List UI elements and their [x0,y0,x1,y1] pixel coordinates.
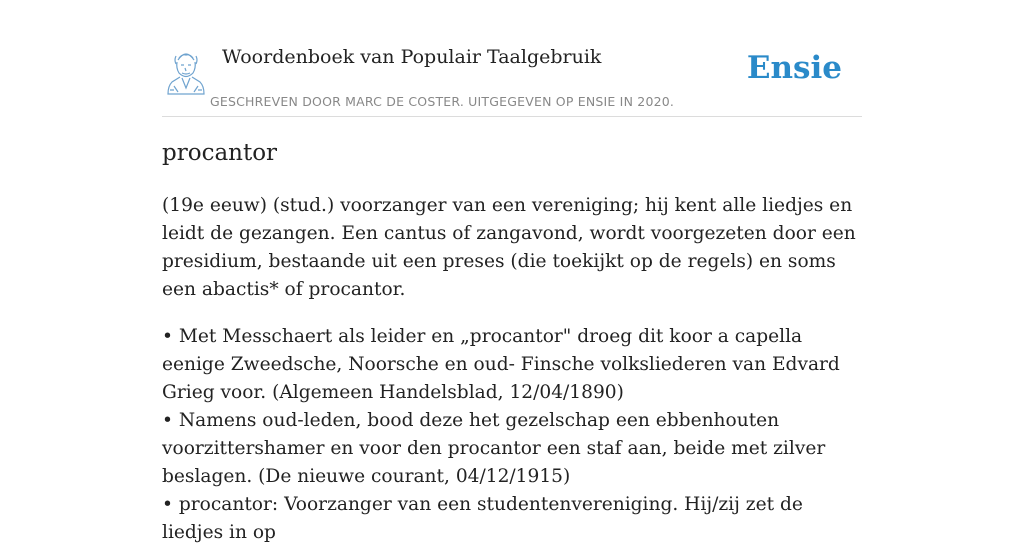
author-byline: GESCHREVEN DOOR MARC DE COSTER. UITGEGEVEN OP ENSIE IN 2020. [210,94,675,109]
entry-examples [162,323,862,547]
page-header [162,40,862,117]
entry-term: procantor [162,140,278,166]
entry-definition: (19e eeuw) (stud.) voorzanger van een vereniging; hij kent alle liedjes en leidt de gezangen. Een cantus of zangavond, wordt voorgezeten door een presidium, bestaande uit een preses (die toekijkt op de regels) en soms een abactis* of procantor. [162,195,856,300]
site-title[interactable]: Woordenboek van Populair Taalgebruik [222,46,602,68]
brand-logo[interactable]: Ensie [746,50,842,86]
author-portrait-icon [164,46,208,96]
example-quote: • Namens oud-leden, bood deze het gezelschap een ebbenhouten voorzittershamer en voor den procantor een staf aan, beide met zilver beslagen. (De nieuwe courant, 04/12/1915) [162,410,826,487]
page-content [162,0,862,543]
example-quote: • procantor: Voorzanger van een studentenvereniging. Hij/zij zet de liedjes in op [162,494,803,543]
example-quote: • Met Messchaert als leider en „procantor" droeg dit koor a capella eenige Zweedsche, Noorsche en oud- Finsche volksliederen van Edvard Grieg voor. (Algemeen Handelsblad, 12/04/1890) [162,326,840,403]
